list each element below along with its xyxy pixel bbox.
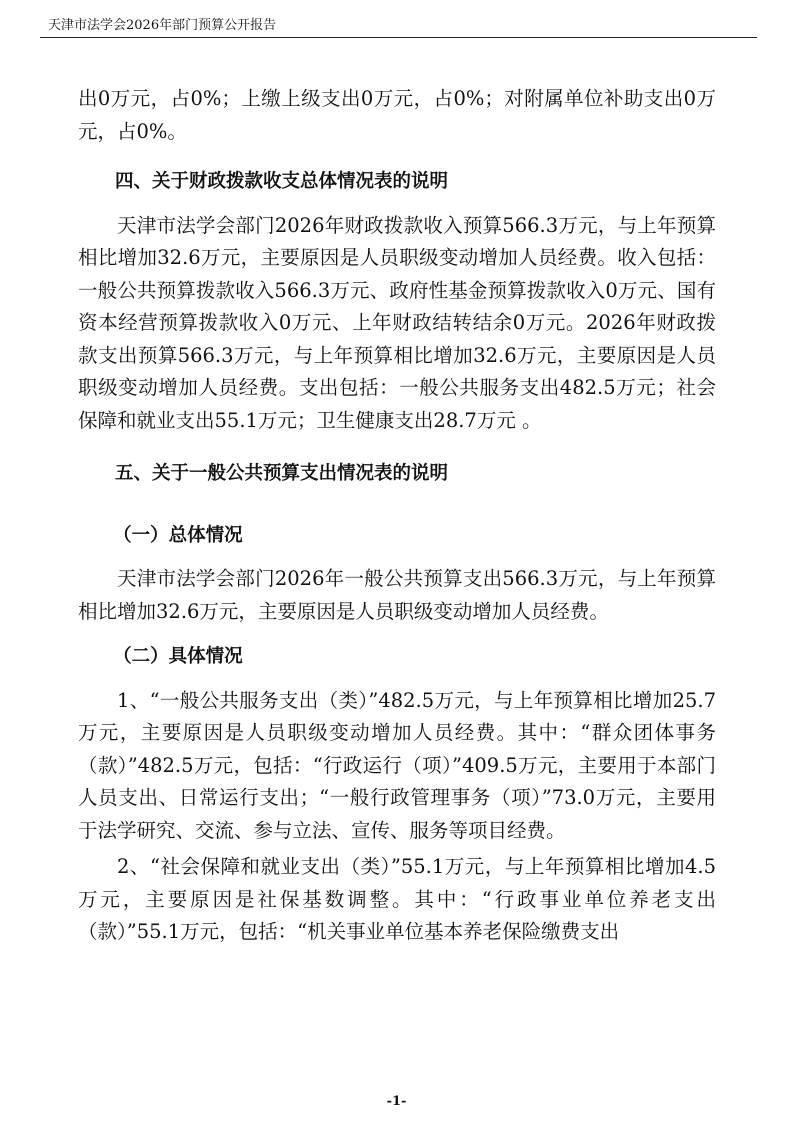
paragraph-item-2: 2、“社会保障和就业支出（类）”55.1万元，与上年预算相比增加4.5万元，主要原因是社保基数调整。其中：“行政事业单位养老支出（款）”55.1万元，包括：“机关事业单位基本养老保险缴费支出 [78,855,716,943]
header-divider [40,37,757,38]
page-number: -1- [386,1094,407,1109]
running-header: 天津市法学会2026年部门预算公开报告 [48,18,277,33]
paragraph-general-budget: 天津市法学会部门2026年一般公共预算支出566.3万元，与上年预算相比增加32.6万元，主要原因是人员职级变动增加人员经费。 [78,567,716,623]
paragraph-item-1: 1、“一般公共服务支出（类）”482.5万元，与上年预算相比增加25.7万元，主要原因是人员职级变动增加人员经费。其中：“群众团体事务（款）”482.5万元，包括：“行政运行（项）”409.5万元，主要用于本部门人员支出、日常运行支出；“一般行政管理事务（项）”73.0万元，主要用于法学研究、交流、参与立法、宣传、服务等项目经费。 [78,688,716,842]
subheading-details: （二）具体情况 [113,646,243,667]
paragraph-fiscal-overview: 天津市法学会部门2026年财政拨款收入预算566.3万元，与上年预算相比增加32.6万元，主要原因是人员职级变动增加人员经费。收入包括：一般公共预算拨款收入566.3万元、政府性基金预算拨款收入0万元、国有资本经营预算拨款收入0万元、上年财政结转结余0万元。2026年财政拨款支出预算566.3万元，与上年预算相比增加32.6万元，主要原因是人员职级变动增加人员经费。支出包括：一般公共服务支出482.5万元；社会保障和就业支出55.1万元；卫生健康支出28.7万元 。 [78,213,716,432]
subheading-overall: （一）总体情况 [113,524,243,546]
section-heading-4: 四、关于财政拨款收支总体情况表的说明 [115,171,449,192]
paragraph-continuation: 出0万元，占0%；上缴上级支出0万元，占0%；对附属单位补助支出0万元，占0%。 [78,87,716,143]
document-body [78,83,716,949]
section-heading-5: 五、关于一般公共预算支出情况表的说明 [115,463,449,484]
